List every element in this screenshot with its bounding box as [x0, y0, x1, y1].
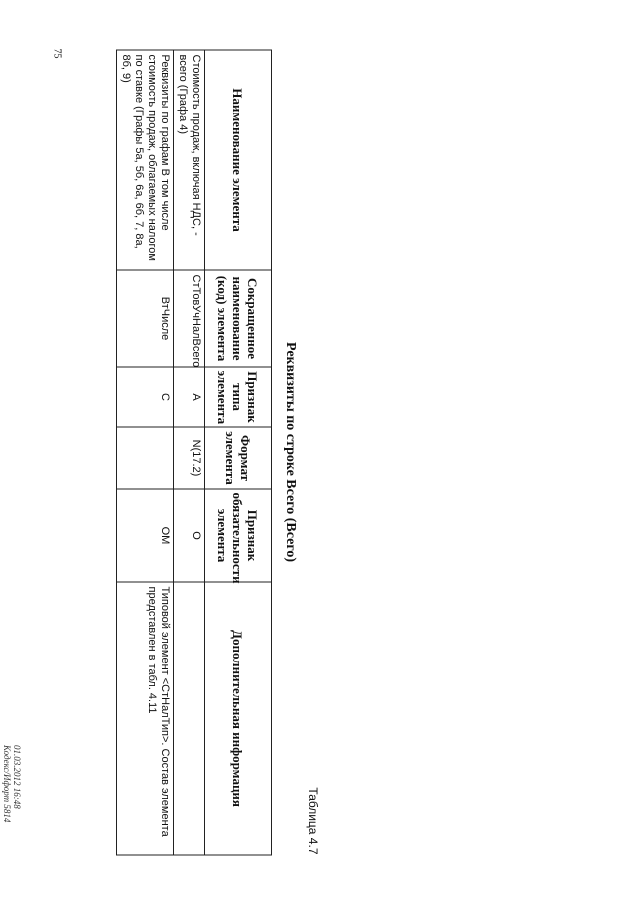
rotated-page: [0, 50, 320, 855]
header-element-name: Наименование элемента: [205, 50, 272, 270]
cell-format: N(17.2): [174, 427, 205, 489]
header-format: Формат элемента: [205, 427, 272, 489]
table-header-row: [205, 50, 272, 855]
cell-element-name: Реквизиты по графам В том числе стоимость продаж, облагаемых налогом по ставке (Графы 5а, 5б, 6а, 6б, 7, 8а, 8б, 9): [117, 50, 174, 270]
cell-additional-info: Типовой элемент <СтНалТип>. Состав элемента представлен в табл. 4.11: [117, 582, 174, 855]
cell-type-flag: С: [117, 367, 174, 427]
cell-short-code: ВтЧисле: [117, 270, 174, 367]
margin-note: [2, 745, 22, 822]
cell-additional-info: [174, 582, 205, 855]
cell-mandatory-flag: О: [174, 489, 205, 582]
cell-type-flag: А: [174, 367, 205, 427]
requisites-table: [116, 50, 272, 856]
margin-note-line: 01.03.2012 16:48: [12, 745, 22, 809]
header-additional-info: Дополнительная информация: [205, 582, 272, 855]
table-row: [174, 50, 205, 855]
header-mandatory-flag: Признак обязательности элемента: [205, 489, 272, 582]
margin-note-line: Кодекс/Ифорт 5814: [2, 745, 12, 823]
header-short-code: Сокращенное наименование (код) элемента: [205, 270, 272, 367]
header-type-flag: Признак типа элемента: [205, 367, 272, 427]
table-label: Таблица 4.7: [306, 787, 320, 855]
table-heading: Реквизиты по строке Всего (Всего): [283, 341, 298, 563]
page-number: 75: [51, 48, 63, 59]
cell-element-name: Стоимость продаж, включая НДС, - всего (Графа 4): [174, 50, 205, 270]
cell-format: [117, 427, 174, 489]
cell-mandatory-flag: ОМ: [117, 489, 174, 582]
cell-short-code: СтТовУчНалВсего: [174, 270, 205, 367]
table-row: [117, 50, 174, 855]
